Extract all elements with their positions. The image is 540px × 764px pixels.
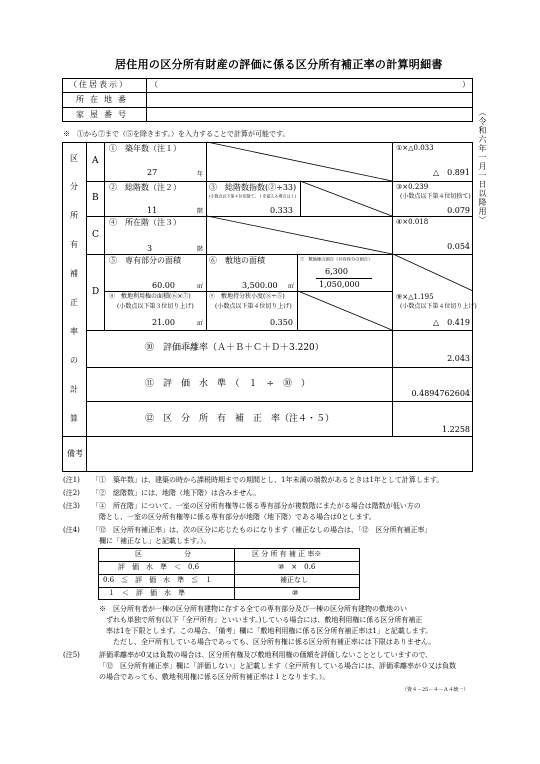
side-note: （令和六年一月一日以降用） [478, 108, 487, 225]
note-4a: 「⑫ 区分所有補正率」は、次の区分に応じたものになります（補正なしの場合は、「⑫ 区分所有補正率」 [92, 526, 432, 534]
note-2: 「② 総階数」には、地階（地下階）は含みません。 [92, 489, 261, 497]
right-b-value: 0.079 [447, 206, 470, 215]
field-8-value: 21.00 [152, 318, 175, 327]
address-label: （住居表示） [69, 80, 129, 89]
kubun-char-10: 算 [70, 414, 78, 423]
subtable-header-1: 区 分 [135, 550, 191, 558]
kubun-char-4: 有 [70, 240, 78, 249]
field-7-denominator[interactable]: 1,050,000 [319, 280, 360, 289]
kubun-char-7: 率 [70, 327, 78, 336]
field-7-label: ⑦ 敷地権の割合（共有持分の割合） [300, 257, 373, 263]
note-4-tag: (注4) [63, 526, 80, 534]
subtable-row-2-b: 補正なし [280, 576, 308, 584]
page-title: 居住用の区分所有財産の評価に係る区分所有補正率の計算明細書 [115, 58, 443, 71]
result-11-label: ⑪ 評 価 水 準 （ １ ÷ ⑩ ） [145, 379, 311, 389]
right-b-label: ③×0.239 [396, 183, 429, 191]
field-8-label: ⑧ 敷地利用権の面積(⑥×⑦) [109, 293, 191, 300]
row-d-upper-diagonal [393, 254, 473, 291]
section-d: D [92, 287, 100, 297]
right-d-label: ⑨×△1.195 [396, 293, 434, 301]
kubun-char-2: 分 [70, 182, 78, 191]
field-6-label: ⑥ 敷地の面積 [209, 256, 265, 265]
remarks-label: 備考 [67, 449, 83, 458]
row-b-diagonal [300, 181, 392, 216]
right-c-value: 0.054 [447, 242, 470, 251]
note-5a: 評価乖離率が0又は負数の場合は、区分所有権及び敷地利用権の価額を評価しないこととしていますので、 [99, 651, 433, 659]
address-field[interactable]: （ [150, 80, 158, 89]
field-5-label: ⑤ 専有部分の面積 [109, 256, 181, 265]
right-c-label: ④×0.018 [396, 218, 429, 226]
kubun-char-8: の [70, 356, 78, 365]
subtable-row-1-b: ⑩ × 0.6 [278, 563, 316, 571]
field-3-value: 0.333 [270, 206, 293, 215]
field-3-sub: (小数点以下第４位切捨て、１を超える場合は１) [209, 194, 297, 199]
kubun-char-3: 所 [70, 211, 78, 220]
result-10-value: 2.043 [447, 354, 470, 363]
field-2-unit: 階 [197, 208, 204, 215]
star-note-1: ※ 区分所有者が一棟の区分所有建物に存する全ての専有部分及び一棟の区分所有建物の敷地のい [99, 605, 407, 613]
note-3b: 階とし、一室の区分所有権等に係る専有部分が地階（地下階）である場合は0とします。 [99, 513, 376, 521]
field-3-label: ③ 総階数指数(②÷33) [209, 183, 297, 192]
row-d-lower-diagonal [298, 291, 392, 330]
field-5-unit: ㎡ [197, 283, 204, 290]
field-4-label: ④ 所在階（注３） [109, 218, 181, 227]
field-1-label: ① 築年数（注１） [109, 144, 181, 153]
right-b-sub: (小数点以下第４位切捨て) [400, 193, 471, 200]
right-a-label: ①×△0.033 [396, 144, 434, 152]
result-12-label: ⑫ 区 分 所 有 補 正 率（注４・５） [145, 414, 335, 424]
subtable-header-2: 区 分 所 有 補 正 率※ [252, 550, 322, 558]
field-8-sub: (小数点以下第３位切り上げ) [117, 303, 194, 310]
star-note-2: ずれも単独で所有(以下「全戸所有」といいます。)している場合には、敷地利用権に係る区分所有補正 [106, 616, 423, 624]
field-4-input[interactable]: 3 [147, 244, 153, 253]
kubun-char-6: 正 [70, 298, 78, 307]
house-number-label: 家屋番号 [76, 110, 132, 119]
kubun-char-5: 補 [70, 269, 78, 278]
address-close: ） [462, 80, 470, 89]
note-2-tag: (注2) [63, 489, 80, 497]
star-note-3: 率は1を下限とします。この場合、「備考」欄に「敷地利用権に係る区分所有補正率は1」と記載します。 [106, 627, 433, 635]
star-note-4: ただし、全戸所有している場合であっても、区分所有権に係る区分所有補正率には下限はありません。 [113, 638, 436, 646]
field-2-label: ② 総階数（注２） [109, 183, 181, 192]
row-a-diagonal [207, 142, 392, 181]
note-1: 「① 築年数」は、建築の時から課税時期までの期間とし、1年未満の端数があるときは1年として計算します。 [92, 476, 444, 484]
instruction: ※ ①から⑦まで（⑤を除きます。）を入力することで計算が可能です。 [63, 130, 290, 138]
field-2-input[interactable]: 11 [147, 206, 158, 215]
note-1-tag: (注1) [63, 476, 80, 484]
field-4-unit: 階 [197, 246, 204, 253]
subtable-row-3-b: ⑩ [292, 589, 299, 597]
field-1-input[interactable]: 27 [147, 168, 158, 177]
kubun-char-9: 計 [70, 385, 78, 394]
right-d-sub: (小数点以下第４位切り上げ) [400, 303, 477, 310]
result-12-value: 1.2258 [442, 425, 470, 434]
subtable-row-2-a: 0.6 ≦ 評 価 水 準 ≦ １ [103, 576, 213, 584]
result-10-label: ⑩ 評価乖離率（Ａ＋Ｂ＋Ｃ＋Ｄ＋3.220） [145, 343, 324, 353]
section-c: C [92, 230, 99, 240]
field-9-sub: (小数点以下第４位切り上げ) [215, 303, 292, 310]
note-3-tag: (注3) [63, 502, 80, 510]
note-5-tag: (注5) [63, 651, 80, 659]
note-3a: 「④ 所在階」について、一室の区分所有権等に係る専有部分が複数階にまたがる場合は階数が低い方の [92, 502, 421, 510]
field-8-unit: ㎡ [197, 320, 204, 327]
kubun-char-1: 区 [70, 154, 78, 163]
result-11-value: 0.4894762604 [411, 389, 470, 398]
section-b: B [92, 193, 99, 203]
note-5c: の場合であっても、敷地利用権に係る区分所有補正率は１となります。）。 [99, 673, 330, 681]
footer-code: （資４－25－４－Ａ４統一） [402, 687, 469, 693]
note-5b: 「⑫ 区分所有補正率」欄に「評価しない」と記載します（全戸所有している場合には、評価乖離率が０又は負数 [99, 662, 456, 670]
subtable-row-1-a: 評 価 水 準 ＜ 0.6 [118, 563, 200, 571]
right-d-value: △ 0.419 [432, 318, 470, 327]
field-9-label: ⑨ 敷地持分狭小度(⑧÷⑤) [209, 293, 285, 300]
location-label: 所在地番 [76, 95, 132, 104]
field-7-numerator[interactable]: 6,300 [325, 267, 348, 276]
section-a: A [92, 156, 99, 166]
subtable-row-3-a: １ ＜ 評 価 水 準 [108, 589, 185, 597]
field-5-input[interactable]: 60.00 [152, 281, 175, 290]
right-a-value: △ 0.891 [432, 168, 470, 177]
field-1-unit: 年 [197, 171, 204, 178]
field-6-unit: ㎡ [288, 283, 295, 290]
note-4b: 欄に「補正なし」と記載します。）。 [99, 537, 211, 545]
field-6-input[interactable]: 3,500.00 [242, 281, 278, 290]
field-9-value: 0.350 [270, 318, 293, 327]
row-c-diagonal [207, 216, 392, 254]
